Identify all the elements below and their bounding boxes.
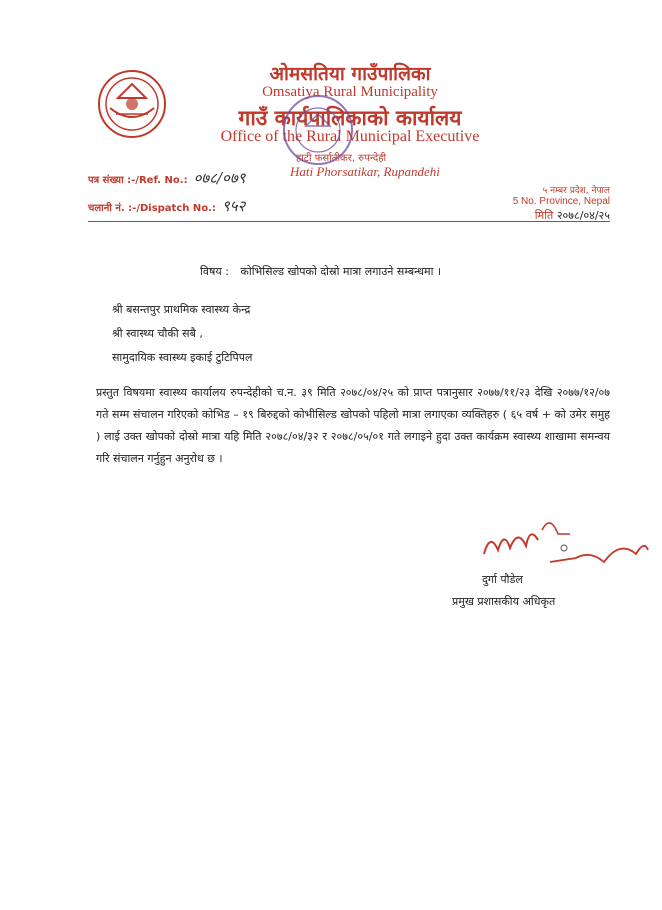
subject-text: कोभिसिल्ड खोपको दोस्रो मात्रा लगाउने सम्बन्धमा । — [240, 265, 442, 278]
recipient-2: श्री स्वास्थ्य चौकी सबै , — [112, 327, 203, 340]
reference-number — [88, 168, 245, 188]
reference-value: ०७८/०७९ — [193, 169, 246, 187]
dispatch-label: चलानी नं. :-/Dispatch No.: — [88, 203, 216, 214]
date-value: २०७८/०४/२५ — [556, 209, 610, 222]
emblem-logo — [96, 68, 168, 140]
address-en: Hati Phorsatikar, Rupandehi — [290, 164, 440, 179]
date-label: मिति — [534, 209, 554, 222]
signatory-title: प्रमुख प्रशासकीय अधिकृत — [452, 595, 556, 608]
letter-body: प्रस्तुत विषयमा स्वास्थ्य कार्यालय रुपन्देहीको च.न. ३९ मिति २०७८/०४/२५ को प्राप्त पत्रानुसार २०७७/११/२३ देखि २०७७/१२/०७ गते सम्म संचालन गरिएको कोभिड – १९ बिरुद्दको कोभीसिल्ड खोपको पहिलो मात्रा लगाएका व्यक्तिहरु ( ६५ वर्ष + को उमेर समुह ) लाई उक्त खोपको दोस्रो मात्रा यहि मिति २०७८/०४/३२ र २०७८/०५/०१ गते लगाइने हुदा उक्त कार्यक्रम स्वास्थ्य शाखामा समन्वय गरि संचालन गर्नुहुन अनुरोध छ । — [96, 386, 610, 465]
reference-label: पत्र संख्या :-/Ref. No.: — [88, 175, 188, 186]
handwritten-signature — [480, 510, 652, 580]
signatory-name: दुर्गा पौडेल — [482, 573, 523, 586]
subject-line — [200, 264, 441, 279]
recipient-1: श्री बसन्तपुर प्राथमिक स्वास्थ्य केन्द्र — [112, 303, 251, 316]
province-en: 5 No. Province, Nepal — [512, 196, 610, 207]
office-name-np: गाउँ कार्यपालिकाको कार्यालय — [238, 106, 462, 130]
office-stamp — [280, 92, 356, 168]
recipient-3: सामुदायिक स्वास्थ्य इकाई टुटिपिपल — [112, 351, 253, 364]
dispatch-value: ९५२ — [221, 197, 246, 215]
province-np: ५ नम्बर प्रदेश, नेपाल — [542, 186, 610, 196]
header-divider — [88, 221, 610, 222]
subject-label: विषय : — [200, 265, 229, 278]
office-name-en: Office of the Rural Municipal Executive — [220, 128, 480, 145]
address-np: हाटी फर्सातीकर, रुपन्देही — [296, 153, 387, 164]
dispatch-number — [88, 196, 245, 216]
municipality-name-np: ओमसतिया गाउँपालिका — [269, 63, 431, 85]
municipality-name-en: Omsatiya Rural Municipality — [262, 84, 438, 100]
